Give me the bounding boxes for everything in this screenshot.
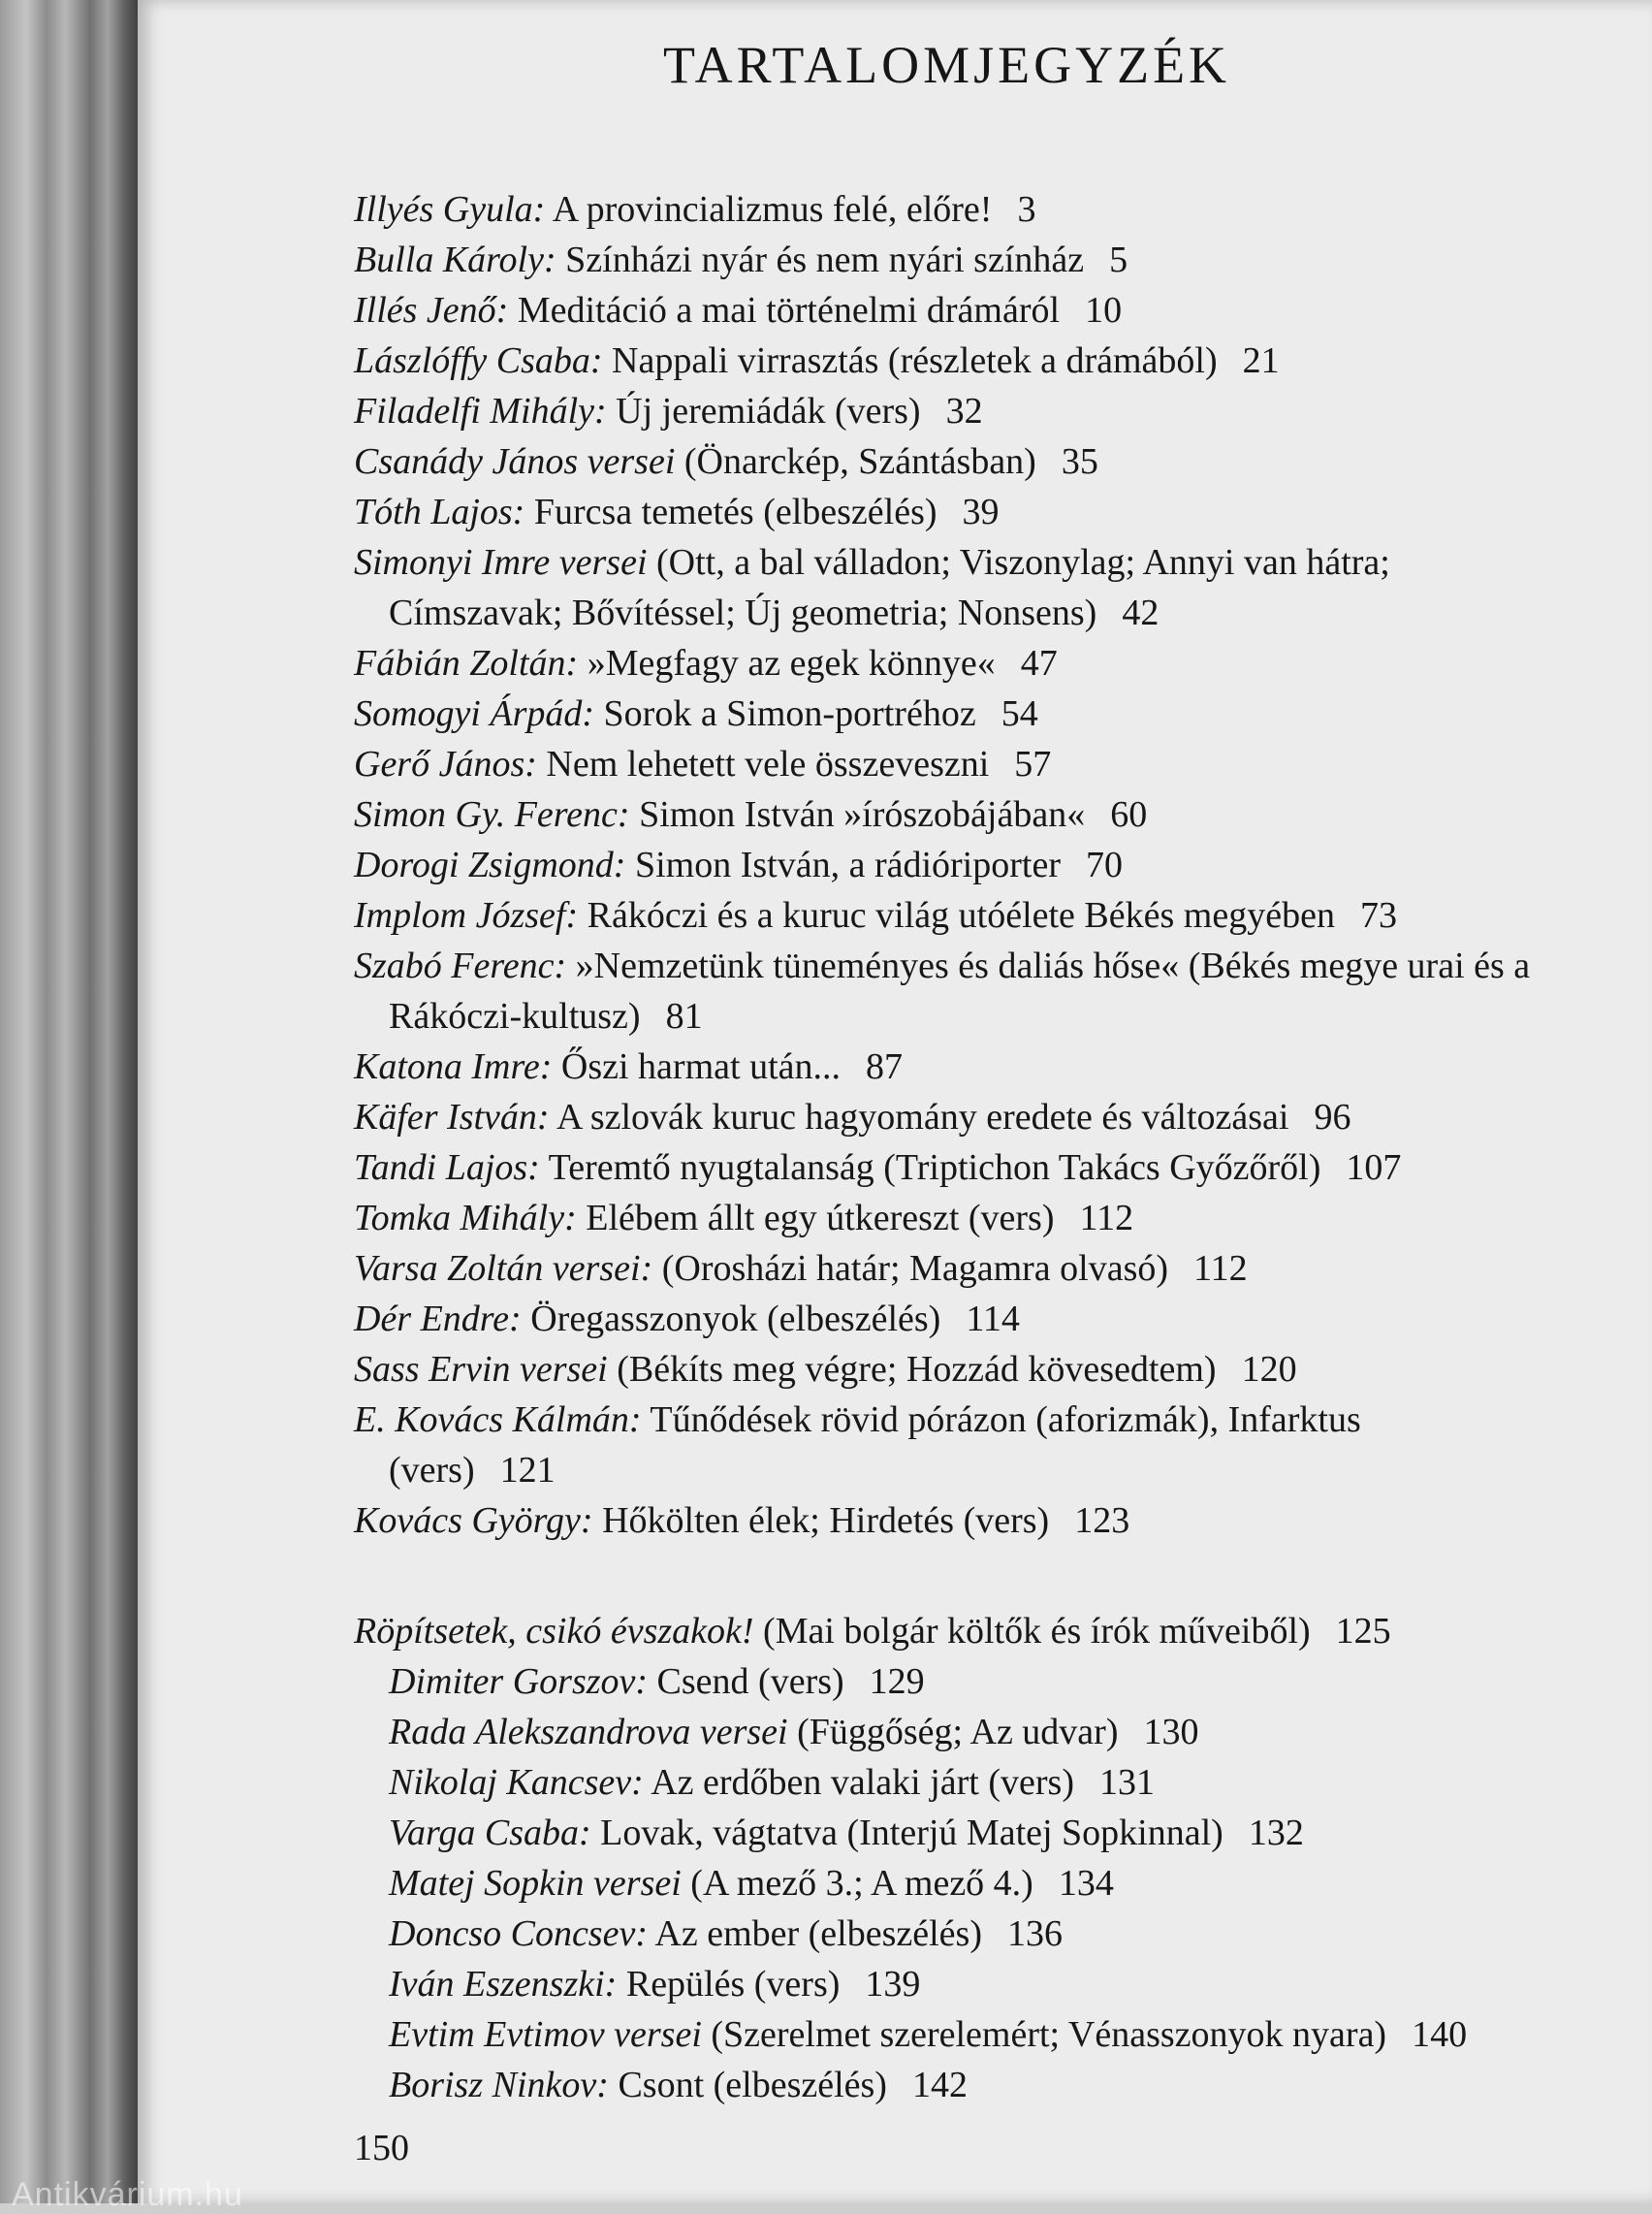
- toc-author: Nikolaj Kancsev:: [389, 1762, 644, 1803]
- book-spine: [0, 0, 145, 2203]
- toc-page-number: 142: [911, 2065, 968, 2105]
- toc-page-number: 81: [665, 996, 703, 1037]
- toc-title: (Függőség; Az udvar): [797, 1712, 1119, 1752]
- toc-page-number: 140: [1412, 2014, 1468, 2055]
- toc-page-number: 73: [1359, 895, 1397, 936]
- toc-page-number: 139: [865, 1964, 921, 2005]
- toc-entry: [354, 840, 1532, 890]
- toc-page-number: 112: [1193, 1248, 1248, 1289]
- toc-sub-entry: [354, 2009, 1532, 2060]
- toc-page-number: 57: [1014, 744, 1052, 785]
- toc-author: Somogyi Árpád:: [354, 693, 595, 734]
- toc-page-number: 107: [1346, 1147, 1402, 1188]
- toc-author: Matej Sopkin versei: [389, 1863, 682, 1904]
- toc-title: A provincializmus felé, előre!: [552, 189, 993, 230]
- toc-sub-entry: [354, 2060, 1532, 2110]
- toc-page-number: 5: [1109, 240, 1128, 280]
- toc-title: »Nemzetünk tüneményes és daliás hőse« (Békés megye urai és a Rákóczi-kultusz): [389, 946, 1531, 1037]
- toc-author: Rada Alekszandrova versei: [389, 1712, 788, 1752]
- toc-page-number: 132: [1248, 1813, 1304, 1853]
- toc-author: Sass Ervin versei: [354, 1349, 608, 1390]
- toc-title: Simon István »írószobájában«: [639, 794, 1086, 835]
- toc-sub-entry: [354, 1858, 1532, 1909]
- toc-entry: [354, 436, 1532, 487]
- toc-author: Evtim Evtimov versei: [389, 2014, 702, 2055]
- toc-title: Csont (elbeszélés): [618, 2065, 887, 2105]
- toc-title: Simon István, a rádióriporter: [634, 845, 1061, 885]
- toc-author: Simonyi Imre versei: [354, 542, 648, 583]
- toc-author: Fábián Zoltán:: [354, 643, 579, 684]
- page-title: TARTALOMJEGYZÉK: [663, 36, 1231, 94]
- toc-title: (A mező 3.; A mező 4.): [690, 1863, 1033, 1904]
- toc-title: Tűnődések rövid pórázon (aforizmák), Infarktus (vers): [389, 1399, 1361, 1491]
- toc-title: Nappali virrasztás (részletek a drámából): [612, 340, 1218, 381]
- toc-title: Lovak, vágtatva (Interjú Matej Sopkinnal): [600, 1813, 1223, 1853]
- toc-entry: [354, 487, 1532, 537]
- toc-author: Iván Eszenszki:: [389, 1964, 618, 2005]
- toc-page-number: 70: [1085, 845, 1123, 885]
- toc-author: Doncso Concsev:: [389, 1913, 648, 1954]
- toc-entry: [354, 941, 1532, 1042]
- toc-author: Varga Csaba:: [389, 1813, 591, 1853]
- toc-author: Dimiter Gorszov:: [389, 1661, 649, 1702]
- toc-title: (Orosházi határ; Magamra olvasó): [661, 1248, 1169, 1289]
- toc-author: Simon Gy. Ferenc:: [354, 794, 630, 835]
- toc-page-number: 21: [1242, 340, 1280, 381]
- toc-title: (Szerelmet szerelemért; Vénasszonyok nyara): [711, 2014, 1387, 2055]
- toc-author: Filadelfi Mihály:: [354, 391, 607, 432]
- toc-page-number: 114: [966, 1299, 1020, 1339]
- toc-page-number: 120: [1241, 1349, 1297, 1390]
- toc-title: Őszi harmat után...: [560, 1046, 841, 1087]
- toc-author: Tóth Lajos:: [354, 492, 525, 532]
- toc-entry: [354, 1092, 1532, 1142]
- toc-sub-entry: [354, 1909, 1532, 1959]
- toc-entry: [354, 739, 1532, 789]
- toc-title: Hőkölten élek; Hirdetés (vers): [602, 1500, 1050, 1541]
- toc-page-number: 3: [1017, 189, 1036, 230]
- toc-page-number: 96: [1314, 1097, 1351, 1138]
- toc-page-number: 121: [499, 1450, 556, 1491]
- toc-author: Illyés Gyula:: [354, 189, 546, 230]
- toc-sub-entry: [354, 1959, 1532, 2009]
- toc-page-number: 54: [1001, 693, 1038, 734]
- toc-author: Borisz Ninkov:: [389, 2065, 609, 2105]
- toc-entry: [354, 689, 1532, 739]
- toc-title: Repülés (vers): [625, 1964, 841, 2005]
- page-number: 150: [354, 2128, 409, 2168]
- toc-title: Az ember (elbeszélés): [654, 1913, 982, 1954]
- toc-title: (Önarckép, Szántásban): [683, 441, 1036, 482]
- toc-page-number: 39: [962, 492, 1000, 532]
- toc-entry: [354, 1495, 1532, 1546]
- toc-entry: [354, 184, 1532, 235]
- toc-author: Implom József:: [354, 895, 579, 936]
- toc-page-number: 60: [1110, 794, 1148, 835]
- toc-page-number: 87: [866, 1046, 903, 1087]
- toc-entry: [354, 1395, 1532, 1495]
- toc-author: Katona Imre:: [354, 1046, 553, 1087]
- toc-entry: [354, 336, 1532, 386]
- toc-title: Meditáció a mai történelmi drámáról: [517, 290, 1061, 331]
- toc-author: Kovács György:: [354, 1500, 593, 1541]
- toc-title: Sorok a Simon-portréhoz: [603, 693, 976, 734]
- watermark: Antikvárium.hu: [12, 2176, 243, 2213]
- toc-author: Tandi Lajos:: [354, 1147, 540, 1188]
- toc-entry: [354, 1193, 1532, 1243]
- toc-entry: [354, 1294, 1532, 1344]
- toc-title: Furcsa temetés (elbeszélés): [533, 492, 937, 532]
- toc-author: Käfer István:: [354, 1097, 550, 1138]
- toc-page-number: 35: [1061, 441, 1098, 482]
- toc-author: Röpítsetek, csikó évszakok!: [354, 1611, 754, 1652]
- toc-page-number: 112: [1079, 1198, 1134, 1238]
- toc-title: (Ott, a bal válladon; Viszonylag; Annyi van hátra; Címszavak; Bővítéssel; Új geometria; Nonsens): [389, 542, 1390, 633]
- toc-entry: [354, 235, 1532, 285]
- toc-entry: [354, 1243, 1532, 1294]
- toc-title: Új jeremiádák (vers): [616, 391, 921, 432]
- toc-author: Lászlóffy Csaba:: [354, 340, 603, 381]
- toc-title: Elébem állt egy útkereszt (vers): [586, 1198, 1055, 1238]
- toc-page-number: 10: [1085, 290, 1123, 331]
- toc-entry: [354, 890, 1532, 941]
- toc-author: Varsa Zoltán versei:: [354, 1248, 653, 1289]
- toc-sub-entry: [354, 1656, 1532, 1707]
- toc-section-heading: [354, 1606, 1532, 1656]
- toc-page-number: 47: [1020, 643, 1058, 684]
- toc-page-number: 123: [1074, 1500, 1130, 1541]
- toc-page-number: 129: [869, 1661, 925, 1702]
- table-of-contents: [354, 184, 1532, 2110]
- toc-entry: [354, 789, 1532, 840]
- toc-author: Csanády János versei: [354, 441, 676, 482]
- toc-title: Rákóczi és a kuruc világ utóélete Békés megyében: [587, 895, 1335, 936]
- toc-sub-entry: [354, 1808, 1532, 1858]
- toc-title: Csend (vers): [656, 1661, 844, 1702]
- toc-author: Tomka Mihály:: [354, 1198, 577, 1238]
- toc-entry: [354, 638, 1532, 689]
- toc-title: Öregasszonyok (elbeszélés): [530, 1299, 941, 1339]
- toc-entry: [354, 1042, 1532, 1092]
- toc-entry: [354, 386, 1532, 436]
- toc-entry: [354, 537, 1532, 638]
- toc-title: Az erdőben valaki járt (vers): [651, 1762, 1074, 1803]
- toc-author: Szabó Ferenc:: [354, 946, 567, 986]
- toc-title: »Megfagy az egek könnye«: [587, 643, 996, 684]
- toc-page-number: 125: [1335, 1611, 1391, 1652]
- toc-title: (Békíts meg végre; Hozzád kövesedtem): [617, 1349, 1217, 1390]
- toc-entry: [354, 285, 1532, 336]
- toc-entry: [354, 1142, 1532, 1193]
- toc-author: Gerő János:: [354, 744, 537, 785]
- toc-page-number: 42: [1122, 593, 1160, 633]
- toc-page-number: 32: [945, 391, 983, 432]
- toc-page-number: 131: [1098, 1762, 1155, 1803]
- toc-title: Teremtő nyugtalanság (Triptichon Takács Győzőről): [548, 1147, 1321, 1188]
- toc-author: Illés Jenő:: [354, 290, 509, 331]
- toc-author: Dér Endre:: [354, 1299, 522, 1339]
- toc-author: Dorogi Zsigmond:: [354, 845, 626, 885]
- toc-title: A szlovák kuruc hagyomány eredete és változásai: [556, 1097, 1289, 1138]
- toc-sub-entry: [354, 1707, 1532, 1757]
- toc-page-number: 136: [1006, 1913, 1063, 1954]
- toc-title: Nem lehetett vele összeveszni: [546, 744, 990, 785]
- toc-entry: [354, 1344, 1532, 1395]
- toc-page-number: 130: [1143, 1712, 1199, 1752]
- toc-author: Bulla Károly:: [354, 240, 556, 280]
- toc-author: E. Kovács Kálmán:: [354, 1399, 642, 1440]
- toc-page-number: 134: [1058, 1863, 1114, 1904]
- toc-title: Színházi nyár és nem nyári színház: [565, 240, 1085, 280]
- toc-title: (Mai bolgár költők és írók műveiből): [763, 1611, 1311, 1652]
- toc-sub-entry: [354, 1757, 1532, 1808]
